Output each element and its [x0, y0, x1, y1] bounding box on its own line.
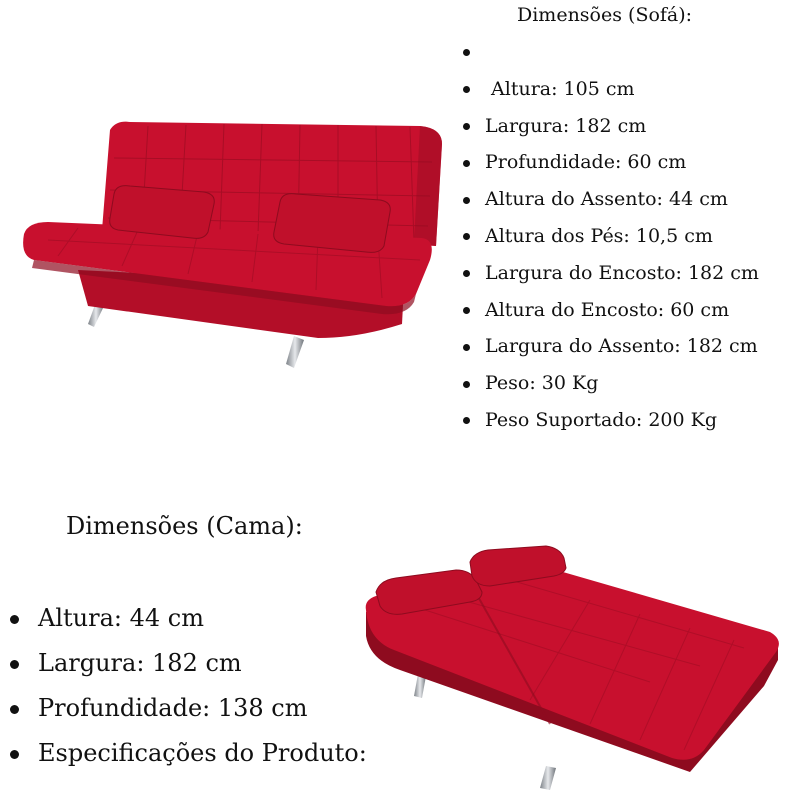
list-item: [463, 108, 759, 145]
bullet-icon: [463, 233, 470, 240]
bed-dimensions-title: Dimensões (Cama):: [66, 512, 303, 540]
list-item: [463, 144, 759, 181]
list-item: [463, 218, 759, 255]
list-item-text: Especificações do Produto:: [38, 739, 367, 767]
list-item: [463, 255, 759, 292]
bullet-icon: [463, 49, 470, 56]
list-item: [463, 34, 759, 71]
list-item-text: Profundidade: 138 cm: [38, 694, 308, 722]
bullet-icon: [463, 417, 470, 424]
list-item-text: Largura do Encosto: 182 cm: [485, 261, 759, 284]
list-item-text: Altura: 105 cm: [485, 77, 635, 100]
list-item: [10, 686, 367, 731]
bullet-icon: [463, 123, 470, 130]
sofa-dimensions-list: [463, 34, 759, 439]
list-item-text: Altura do Encosto: 60 cm: [485, 298, 730, 321]
list-item-text: Peso: 30 Kg: [485, 372, 599, 395]
list-item-text: Largura: 182 cm: [485, 114, 647, 137]
bullet-icon: [463, 344, 470, 351]
bed-dimensions-list: [10, 596, 367, 776]
bullet-icon: [463, 160, 470, 167]
list-item-text: Peso Suportado: 200 Kg: [485, 408, 718, 431]
list-item: [463, 365, 759, 402]
sofa-dimensions-title: Dimensões (Sofá):: [517, 4, 693, 26]
list-item-text: Altura do Assento: 44 cm: [485, 188, 728, 211]
bullet-icon: [10, 705, 19, 714]
sofa-leg: [286, 336, 304, 368]
bullet-icon: [463, 86, 470, 93]
sofa-bed-product-image: [360, 540, 790, 792]
bullet-icon: [463, 307, 470, 314]
bed-leg: [540, 766, 556, 790]
bullet-icon: [463, 381, 470, 388]
list-item: [463, 402, 759, 439]
bullet-icon: [463, 270, 470, 277]
sofa-product-image: [18, 110, 450, 382]
sofa-pillow: [274, 194, 391, 253]
list-item-text: Largura: 182 cm: [38, 649, 242, 677]
list-item: [10, 596, 367, 641]
list-item: [463, 71, 759, 108]
list-item: [463, 181, 759, 218]
list-item-text: Largura do Assento: 182 cm: [485, 335, 758, 358]
list-item: [10, 731, 367, 776]
bullet-icon: [10, 660, 19, 669]
list-item-text: Altura dos Pés: 10,5 cm: [485, 224, 713, 247]
list-item-text: Profundidade: 60 cm: [485, 151, 687, 174]
bullet-icon: [463, 197, 470, 204]
list-item: [463, 292, 759, 329]
list-item: [10, 641, 367, 686]
bullet-icon: [10, 750, 19, 759]
list-item-text: Altura: 44 cm: [38, 604, 204, 632]
list-item: [463, 328, 759, 365]
sofa-pillow: [110, 186, 215, 239]
bullet-icon: [10, 615, 19, 624]
